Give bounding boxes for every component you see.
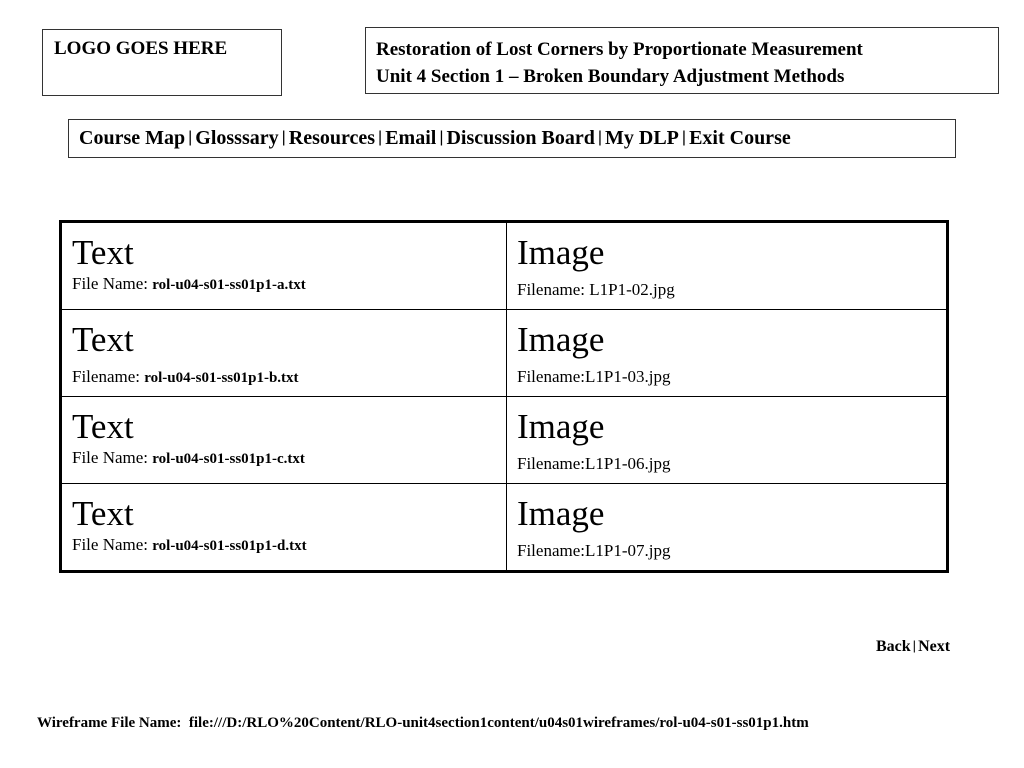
image-file-name: Filename: L1P1-02.jpg [517, 280, 675, 299]
nav-separator: | [597, 129, 603, 146]
nav-email-link[interactable]: Email [385, 127, 437, 149]
text-cell [61, 222, 507, 310]
section-title: Unit 4 Section 1 – Broken Boundary Adjustment Methods [376, 66, 845, 87]
nav-discussion-board-link[interactable]: Discussion Board [446, 127, 595, 149]
image-file-name: Filename:L1P1-06.jpg [517, 454, 671, 473]
text-cell [61, 310, 507, 397]
table-row [61, 310, 948, 397]
file-name-value: rol-u04-s01-ss01p1-c.txt [152, 451, 305, 467]
image-cell [507, 222, 948, 310]
file-name-value: rol-u04-s01-ss01p1-b.txt [144, 370, 299, 386]
next-link[interactable]: Next [918, 638, 951, 655]
image-file-name: Filename:L1P1-07.jpg [517, 541, 671, 560]
text-file-name [72, 366, 506, 389]
image-heading: Image [517, 494, 605, 533]
text-heading: Text [72, 494, 134, 533]
table-row [61, 222, 948, 310]
nav-course-map-link[interactable]: Course Map [79, 127, 186, 149]
nav-glossary-link[interactable]: Glosssary [195, 127, 279, 149]
file-name-label: File Name: [72, 535, 153, 554]
logo-text: LOGO GOES HERE [54, 38, 228, 59]
image-cell [507, 310, 948, 397]
course-title: Restoration of Lost Corners by Proportionate Measurement [376, 39, 863, 60]
table-row [61, 397, 948, 484]
file-name-label: File Name: [72, 448, 153, 467]
image-heading: Image [517, 407, 605, 446]
text-cell [61, 484, 507, 572]
image-cell [507, 484, 948, 572]
nav-separator: | [378, 129, 383, 146]
table-row [61, 484, 948, 572]
page-navigation [876, 638, 950, 656]
file-name-label: File Name: [72, 274, 153, 293]
text-heading: Text [72, 407, 134, 446]
file-name-value: rol-u04-s01-ss01p1-a.txt [152, 277, 306, 293]
nav-separator: | [188, 129, 193, 146]
file-name-value: rol-u04-s01-ss01p1-d.txt [152, 538, 307, 554]
nav-exit-course-link[interactable]: Exit Course [689, 127, 791, 149]
wireframe-file-name: Wireframe File Name: file:///D:/RLO%20Content/RLO-unit4section1content/u04s01wireframes/rol-u04-s01-ss01p1.htm [37, 715, 809, 731]
nav-resources-link[interactable]: Resources [288, 127, 376, 149]
text-cell [61, 397, 507, 484]
nav-my-dlp-link[interactable]: My DLP [605, 127, 679, 149]
text-heading: Text [72, 233, 134, 272]
text-file-name [72, 534, 506, 557]
text-file-name [72, 447, 506, 470]
course-navigation [68, 119, 956, 158]
image-heading: Image [517, 320, 605, 359]
pager-separator: | [912, 638, 917, 653]
image-file-name: Filename:L1P1-03.jpg [517, 367, 671, 386]
image-cell [507, 397, 948, 484]
logo-placeholder [42, 29, 282, 96]
nav-separator: | [281, 129, 286, 146]
nav-separator: | [439, 129, 444, 146]
course-title-box [365, 27, 999, 94]
text-file-name [72, 273, 506, 296]
back-link[interactable]: Back [876, 638, 911, 655]
content-layout-table [59, 220, 949, 573]
nav-separator: | [681, 129, 687, 146]
image-heading: Image [517, 233, 605, 272]
file-name-label: Filename: [72, 367, 145, 386]
text-heading: Text [72, 320, 134, 359]
